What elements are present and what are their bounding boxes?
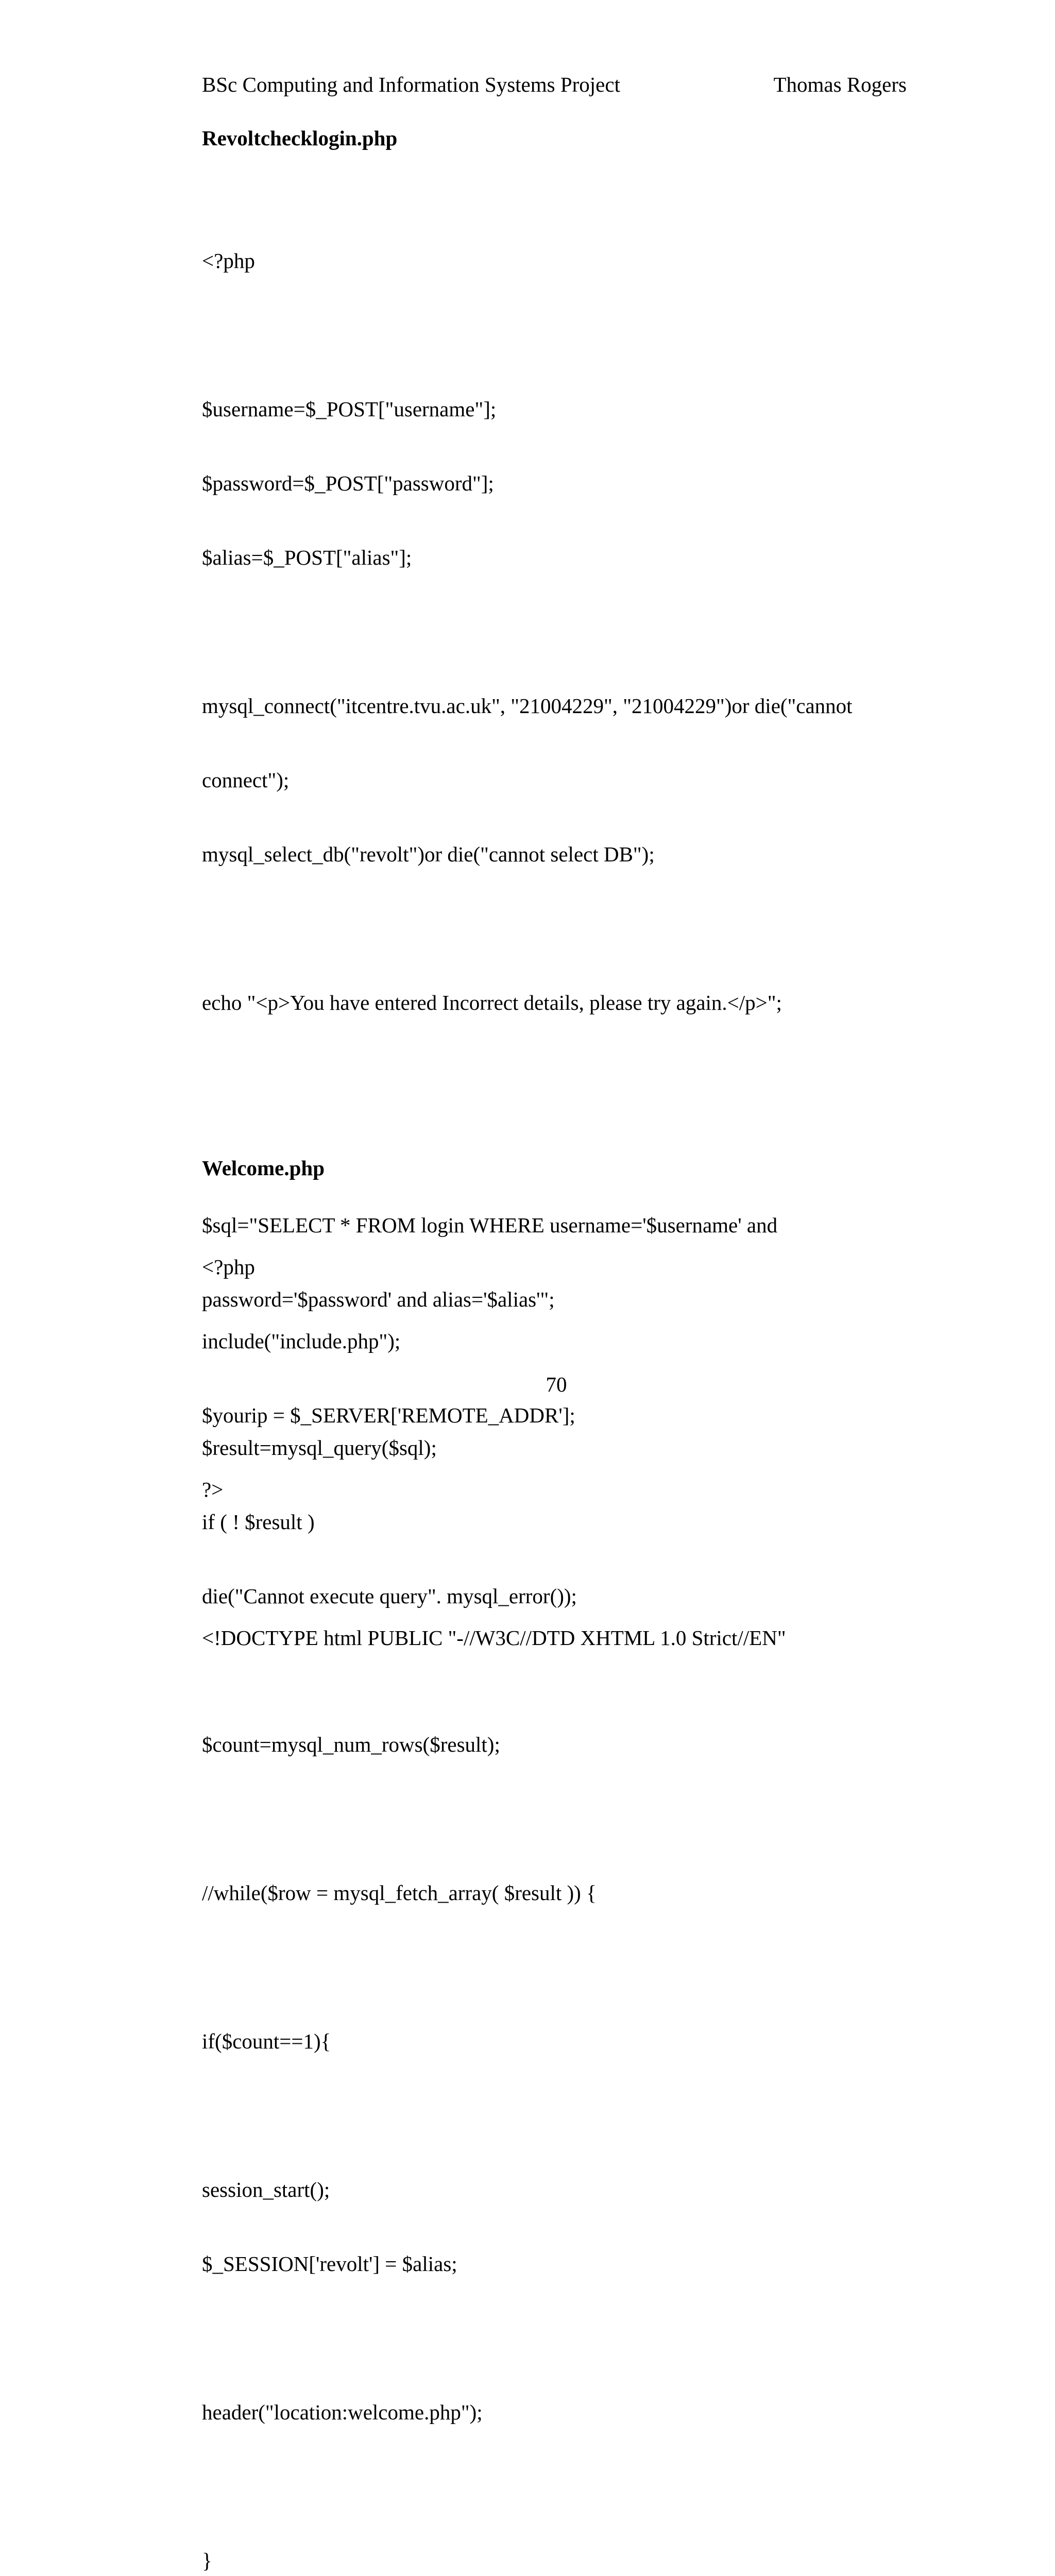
code-line: $count=mysql_num_rows($result); [202,1733,500,1756]
code-line [202,2326,853,2350]
code-line: <?php [202,249,255,273]
code-line: $result=mysql_query($sql); [202,1436,437,1460]
code-line: $username=$_POST["username"]; [202,397,497,421]
code-line: <?php [202,1255,255,1279]
code-line: $alias=$_POST["alias"]; [202,546,412,569]
code-line [202,1955,853,1979]
code-line: $yourip = $_SERVER['REMOTE_ADDR']; [202,1403,575,1427]
code-line: if ( ! $result ) [202,1510,315,1534]
code-line: $sql="SELECT * FROM login WHERE username='$username' and [202,1213,778,1237]
code-line: header("location:welcome.php"); [202,2400,483,2424]
code-line [202,1064,853,1089]
code-line: include("include.php"); [202,1329,401,1353]
code-line: <!DOCTYPE html PUBLIC "-//W3C//DTD XHTML 1.0 Strict//EN" [202,1626,786,1650]
code-line: } [202,2549,212,2572]
code-line: connect"); [202,768,290,792]
running-header-title: BSc Computing and Information Systems Project [202,73,620,96]
code-line [202,619,853,644]
code-line: mysql_select_db("revolt")or die("cannot select DB"); [202,842,655,866]
code-line: mysql_connect("itcentre.tvu.ac.uk", "21004229", "21004229")or die("cannot [202,694,853,718]
section-title-revoltchecklogin: Revoltchecklogin.php [202,126,398,150]
code-block-welcome [202,1205,786,1700]
code-line: $password=$_POST["password"]; [202,471,494,495]
code-line: if($count==1){ [202,2029,331,2053]
code-line [202,2474,853,2499]
running-header-author: Thomas Rogers [773,73,907,96]
page-number: 70 [546,1372,567,1396]
code-line [202,1806,853,1831]
code-line: ?> [202,1478,224,1501]
code-line [202,916,853,941]
code-line: echo "<p>You have entered Incorrect details, please try again.</p>"; [202,991,782,1014]
code-line: session_start(); [202,2178,330,2201]
code-line [202,2103,853,2128]
code-line: password='$password' and alias='$alias'"; [202,1287,555,1311]
code-line [202,1551,786,1576]
code-line: $_SESSION['revolt'] = $alias; [202,2252,457,2276]
code-line: die("Cannot execute query". mysql_error()); [202,1584,577,1608]
code-line [202,323,853,347]
section-title-welcome: Welcome.php [202,1156,325,1180]
code-line: //while($row = mysql_fetch_array( $result )) { [202,1881,597,1905]
